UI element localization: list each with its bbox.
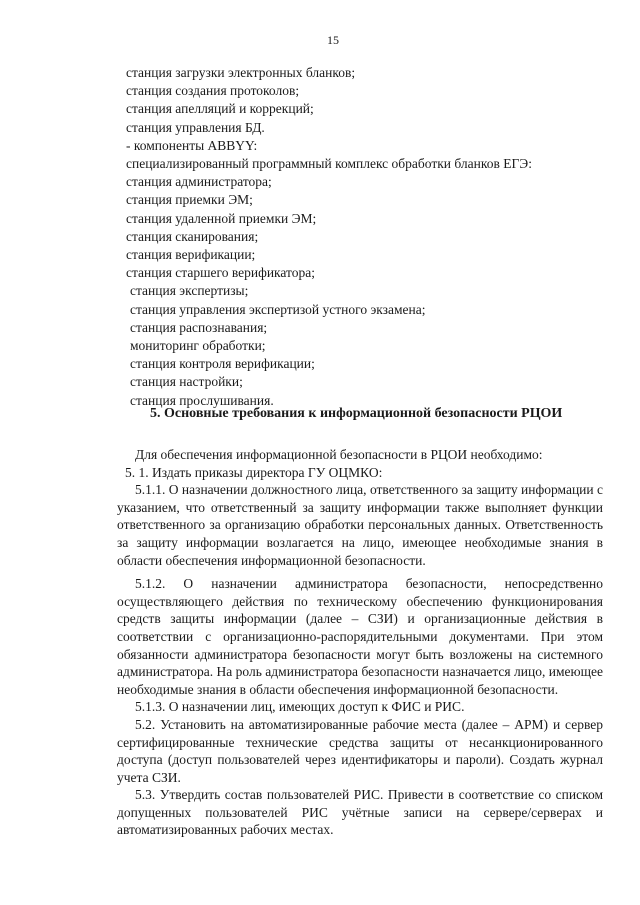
intro-paragraph: Для обеспечения информационной безопасности в РЦОИ необходимо: <box>135 447 543 462</box>
list-item: станция распознавания; <box>130 319 268 335</box>
list-item: станция удаленной приемки ЭМ; <box>126 210 317 226</box>
list-item: станция управления БД. <box>126 119 265 135</box>
paragraph-5-1-1: 5.1.1. О назначении должностного лица, ответственного за защиту информации с указанием, что ответственный за защиту информации также выполняет функции ответственного за организацию обработки персональных данных. Ответственность за защиту информации возлагается на лицо, имеющее необходимые знания в области обеспечения информационной безопасности. <box>117 482 603 568</box>
list-item: станция приемки ЭМ; <box>126 192 253 208</box>
component-list <box>118 64 598 410</box>
list-item: мониторинг обработки; <box>130 338 266 354</box>
list-item: станция прослушивания. <box>130 392 274 408</box>
list-item: станция экспертизы; <box>130 283 249 299</box>
list-item: станция администратора; <box>126 174 272 190</box>
document-body <box>117 446 603 839</box>
paragraph-5-3: 5.3. Утвердить состав пользователей РИС. Привести в соответствие со списком допущенных пользователей РИС учётные записи на сервере/серверах и автоматизированных рабочих местах. <box>117 787 603 838</box>
list-item: станция старшего верификатора; <box>126 265 316 281</box>
list-item: специализированный программный комплекс обработки бланков ЕГЭ: <box>126 156 532 172</box>
list-item: станция апелляций и коррекций; <box>126 101 314 117</box>
section-heading: 5. Основные требования к информационной безопасности РЦОИ <box>150 406 563 421</box>
paragraph-5-2: 5.2. Установить на автоматизированные рабочие места (далее – АРМ) и сервер сертифицированные технические средства защиты от несанкционированного доступа (доступ пользователей через идентификаторы и пароли). Создать журнал учета СЗИ. <box>117 716 603 785</box>
list-item: станция сканирования; <box>126 228 259 244</box>
list-item: станция верификации; <box>126 247 256 263</box>
list-item: станция создания протоколов; <box>126 83 300 99</box>
paragraph-5-1: 5. 1. Издать приказы директора ГУ ОЦМКО: <box>125 464 383 480</box>
list-item: станция контроля верификации; <box>130 356 315 372</box>
list-item: станция управления экспертизой устного экзамена; <box>130 301 426 317</box>
page-number: 15 <box>327 33 339 47</box>
paragraph-5-1-3: 5.1.3. О назначении лиц, имеющих доступ к ФИС и РИС. <box>135 699 465 715</box>
list-item: станция настройки; <box>130 374 243 390</box>
list-item: станция загрузки электронных бланков; <box>126 65 356 80</box>
paragraph-5-1-2: 5.1.2. О назначении администратора безопасности, непосредственно осуществляющего действия по техническому обеспечению функционирования средств защиты информации (далее – СЗИ) и организационные действия в соответствии с организационно-распорядительными документами. При этом обязанности администратора безопасности могут быть возложены на системного администратора. На роль администратора безопасности назначается лицо, имеющее необходимые знания в области обеспечения информационной безопасности. <box>117 576 603 697</box>
list-item: - компоненты ABBYY: <box>126 137 258 153</box>
